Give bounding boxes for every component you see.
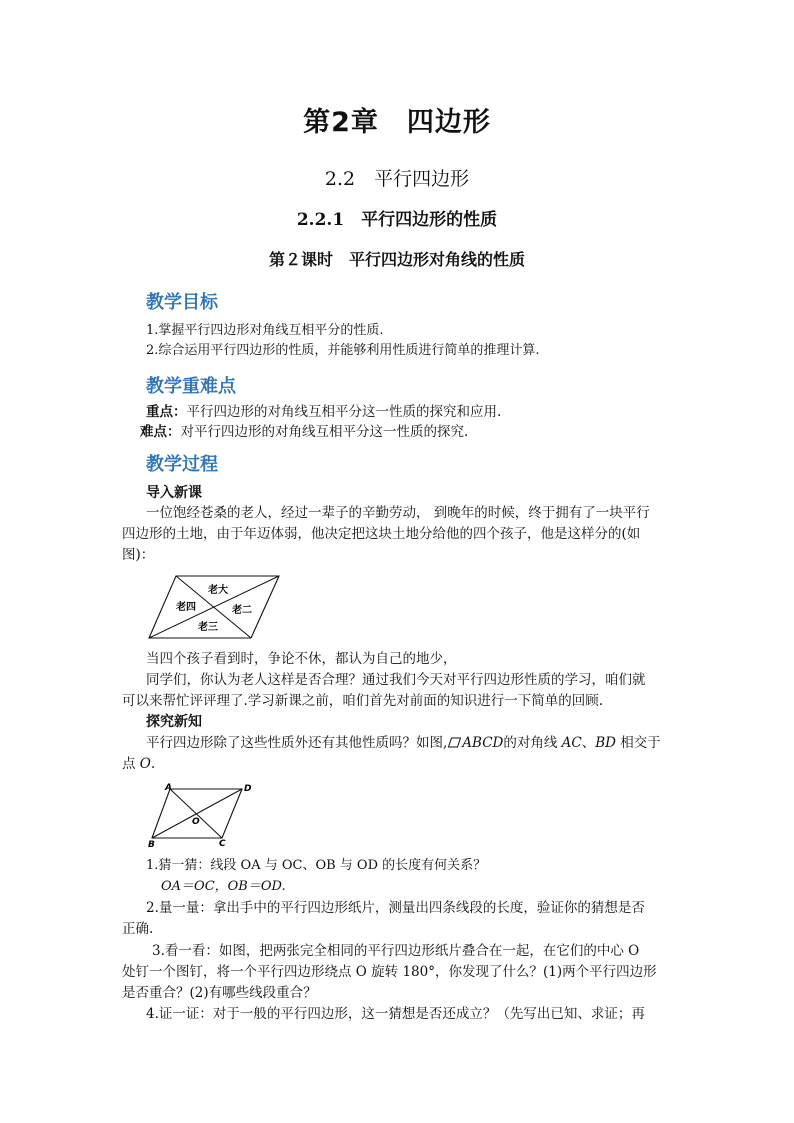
intro-line-2: 四边形的土地，由于年迈体弱，他决定把这块土地分给他的四个孩子，他是这样分的(如	[122, 526, 641, 542]
vertex-d-label: D	[244, 784, 252, 794]
explore-heading: 探究新知	[146, 714, 202, 730]
after-figure-line-3: 可以来帮忙评评理了.学习新课之前，咱们首先对前面的知识进行一下简单的回顾.	[122, 693, 604, 709]
bd-label: BD	[595, 735, 617, 751]
label-second: 老二	[232, 605, 252, 616]
ac-label: AC	[561, 735, 582, 751]
lesson-title: 第２课时 平行四边形对角线的性质	[268, 250, 525, 269]
step-1-answer: OA＝OC，OB＝OD.	[161, 879, 286, 894]
focus-label: 重点：	[146, 404, 187, 420]
step-3-line-1: 3.看一看：如图，把两张完全相同的平行四边形纸片叠合在一起，在它们的中心 O	[152, 943, 640, 959]
chapter-title: 第2章 四边形	[303, 107, 491, 138]
step-3-line-2: 处钉一个图钉，将一个平行四边形绕点 O 旋转 180°，你发现了什么？(1)两个平行四边形	[122, 964, 657, 980]
explore-text-c: 的对角线	[503, 735, 562, 751]
explore-line-1	[146, 732, 661, 754]
intro-line-3: 图)：	[122, 547, 155, 563]
parallelogram-symbol-icon	[448, 733, 461, 744]
explore-text-2a: 点	[122, 756, 140, 772]
step-1: 1.猜一猜：线段 OA 与 OC、OB 与 OD 的长度有何关系？	[146, 858, 487, 873]
subsection-title: 2.2.1 平行四边形的性质	[296, 210, 498, 230]
explore-text-2c: .	[150, 756, 156, 772]
center-o-label: O	[192, 817, 200, 827]
intro-line-1: 一位饱经苍桑的老人，经过一辈子的辛勤劳动， 到晚年的时候，终于拥有了一块平行	[146, 505, 650, 521]
step-4-line-1: 4.证一证：对于一般的平行四边形，这一猜想是否还成立？（先写出已知、求证；再	[146, 1006, 645, 1022]
objectives-heading: 教学目标	[146, 292, 218, 313]
label-third: 老三	[198, 622, 218, 633]
explore-text-g: 相交于	[616, 735, 661, 751]
after-figure-line-1: 当四个孩子看到时，争论不休，都认为自己的地少，	[146, 651, 457, 667]
diagonal-bd	[152, 789, 242, 838]
o-label: O	[139, 756, 151, 772]
explore-text-e: 、	[581, 735, 596, 751]
label-fourth: 老四	[176, 602, 196, 613]
intro-heading: 导入新课	[146, 485, 202, 501]
key-points-heading: 教学重难点	[146, 376, 236, 397]
process-heading: 教学过程	[146, 454, 218, 475]
step-2-line-2: 正确.	[122, 921, 154, 937]
focus-text: 平行四边形的对角线互相平分这一性质的探究和应用.	[186, 404, 502, 420]
step-3-line-3: 是否重合？(2)有哪些线段重合？	[122, 985, 317, 1001]
focus-line	[146, 401, 501, 423]
vertex-a-label: A	[165, 783, 172, 793]
difficulty-text: 对平行四边形的对角线互相平分这一性质的探究.	[180, 424, 469, 440]
section-title: 2.2 平行四边形	[324, 168, 470, 190]
after-figure-line-2: 同学们，你认为老人这样是否合理？通过我们今天对平行四边形性质的学习，咱们就	[146, 672, 646, 688]
land-division-figure	[146, 572, 282, 642]
parallelogram-abcd-figure	[146, 778, 258, 850]
step-2-line-1: 2.量一量：拿出手中的平行四边形纸片，测量出四条线段的长度，验证你的猜想是否	[146, 900, 645, 916]
objective-item-1: 1.掌握平行四边形对角线互相平分的性质.	[146, 323, 384, 338]
explore-line-2	[122, 753, 155, 775]
abcd-label: ABCD	[462, 735, 504, 751]
difficulty-line	[140, 421, 468, 443]
label-eldest: 老大	[208, 585, 228, 596]
objective-item-2: 2.综合运用平行四边形的性质，并能够利用性质进行简单的推理计算.	[146, 343, 540, 358]
vertex-b-label: B	[148, 840, 155, 850]
difficulty-label: 难点：	[140, 424, 181, 440]
explore-text-a: 平行四边形除了这些性质外还有其他性质吗？如图,	[146, 735, 448, 751]
vertex-c-label: C	[219, 839, 226, 849]
